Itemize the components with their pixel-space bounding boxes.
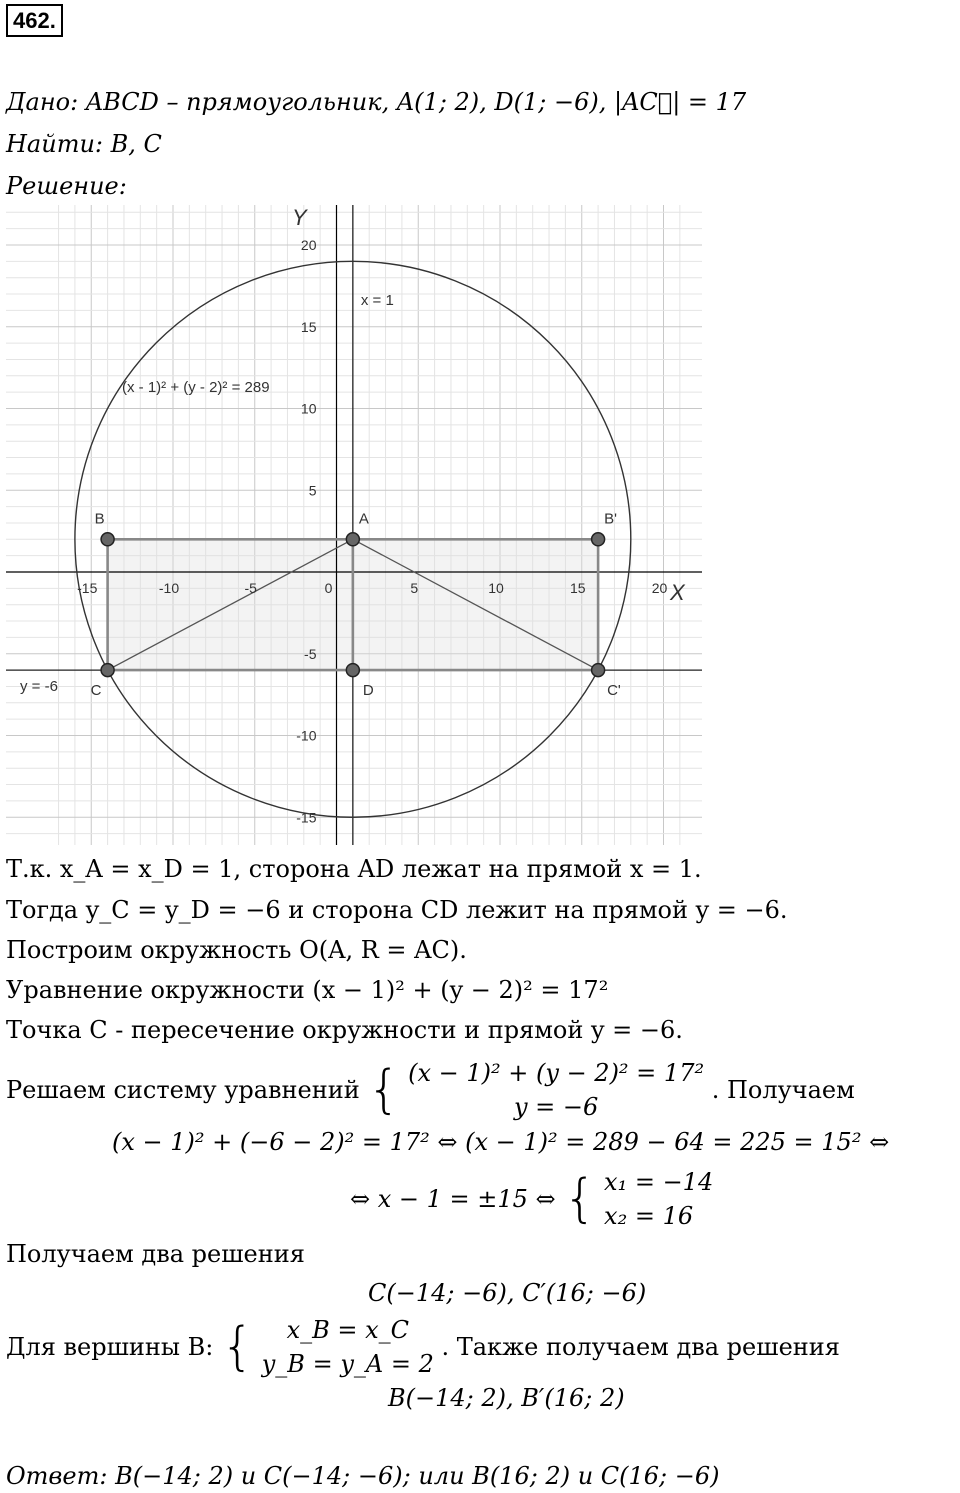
y-tick-label: 5	[308, 482, 317, 499]
vertex-b-brace: {	[221, 1317, 255, 1377]
roots-brace: {	[563, 1169, 597, 1229]
solution-line-3: Построим окружность O(A, R = AC).	[6, 936, 467, 964]
point-a-label: A	[358, 510, 369, 528]
x-tick-label: -10	[158, 580, 180, 596]
y-tick-label: -15	[296, 809, 317, 826]
find-text: B, C	[110, 130, 162, 158]
root-2: x₂ = 16	[604, 1202, 694, 1230]
point-d	[346, 664, 359, 677]
x-tick-label: -15	[77, 580, 98, 596]
x-tick-label: 0	[324, 580, 333, 596]
point-c-label: C	[90, 682, 102, 700]
point-c-prime-label: C'	[607, 682, 621, 700]
solution-line-11	[6, 1313, 840, 1381]
point-b-label: B	[94, 510, 105, 528]
roots	[604, 1165, 713, 1233]
line-y-label: y = -6	[20, 678, 58, 696]
x-axis-label: X	[670, 580, 685, 605]
solution-line-12: B(−14; 2), B′(16; 2)	[388, 1384, 625, 1412]
root-1: x₁ = −14	[604, 1168, 714, 1196]
y-tick-label: -10	[296, 727, 317, 744]
solution-line-10: C(−14; −6), C′(16; −6)	[368, 1279, 647, 1307]
solution-line-4: Уравнение окружности (x − 1)² + (y − 2)² = 17²	[6, 976, 609, 1004]
point-b-prime-label: B'	[604, 510, 617, 528]
system-equations	[408, 1056, 704, 1124]
point-d-label: D	[362, 682, 374, 700]
vertex-b-outro: . Также получаем два решения	[441, 1333, 840, 1361]
solution-line-9: Получаем два решения	[6, 1240, 305, 1268]
solution-line-1: Т.к. x_A = x_D = 1, сторона AD лежат на прямой x = 1.	[6, 855, 702, 883]
answer-label: Ответ:	[6, 1462, 108, 1490]
problem-number: 462.	[6, 4, 63, 37]
line-x-label: x = 1	[360, 292, 394, 309]
answer-line	[6, 1462, 720, 1490]
y-axis-label: Y	[292, 205, 307, 230]
root-intro: ⇔ x − 1 = ±15 ⇔	[350, 1185, 556, 1213]
x-tick-label: 5	[410, 580, 419, 596]
system-outro: . Получаем	[711, 1076, 855, 1104]
point-c-prime	[592, 664, 605, 677]
solution-label: Решение:	[6, 172, 127, 200]
circle-equation-label: (x - 1)² + (y - 2)² = 289	[122, 379, 270, 396]
given-text: ABCD – прямоугольник, A(1; 2), D(1; −6), |AC⃗| = 17	[85, 88, 747, 116]
x-tick-label: 15	[569, 580, 586, 596]
x-tick-label: 10	[488, 580, 504, 596]
point-a	[346, 533, 359, 546]
system-eq-2: y = −6	[513, 1093, 599, 1121]
solution-line-8	[350, 1165, 713, 1233]
vertex-b-system	[262, 1313, 434, 1381]
x-tick-label: -5	[244, 580, 257, 596]
point-b	[101, 533, 114, 546]
solution-line-2: Тогда y_C = y_D = −6 и сторона CD лежит на прямой y = −6.	[6, 896, 788, 924]
answer-text: B(−14; 2) и C(−14; −6); или B(16; 2) и C(16; −6)	[115, 1462, 720, 1490]
system-brace: {	[367, 1060, 401, 1120]
solution-line-7: (x − 1)² + (−6 − 2)² = 17² ⇔ (x − 1)² = 289 − 64 = 225 = 15² ⇔	[112, 1128, 890, 1156]
solution-line-6	[6, 1056, 855, 1124]
vertex-b-eq-2: y_B = y_A = 2	[261, 1350, 434, 1378]
y-tick-label: 10	[300, 400, 317, 417]
find-label: Найти:	[6, 130, 103, 158]
coordinate-graph	[6, 205, 702, 845]
grid	[6, 205, 702, 845]
given-line	[6, 88, 746, 116]
vertex-b-intro: Для вершины B:	[6, 1333, 214, 1361]
solution-line-5: Точка C - пересечение окружности и прямой y = −6.	[6, 1016, 683, 1044]
find-line	[6, 130, 162, 158]
vertex-b-eq-1: x_B = x_C	[286, 1316, 410, 1344]
y-tick-label: 15	[300, 318, 317, 335]
point-b-prime	[592, 533, 605, 546]
x-tick-label: 20	[651, 580, 668, 596]
point-c	[101, 664, 114, 677]
given-label: Дано:	[6, 88, 79, 116]
y-tick-label: 20	[300, 237, 317, 253]
system-eq-1: (x − 1)² + (y − 2)² = 17²	[408, 1059, 705, 1087]
system-intro: Решаем систему уравнений	[6, 1076, 360, 1104]
y-tick-label: -5	[304, 645, 317, 662]
